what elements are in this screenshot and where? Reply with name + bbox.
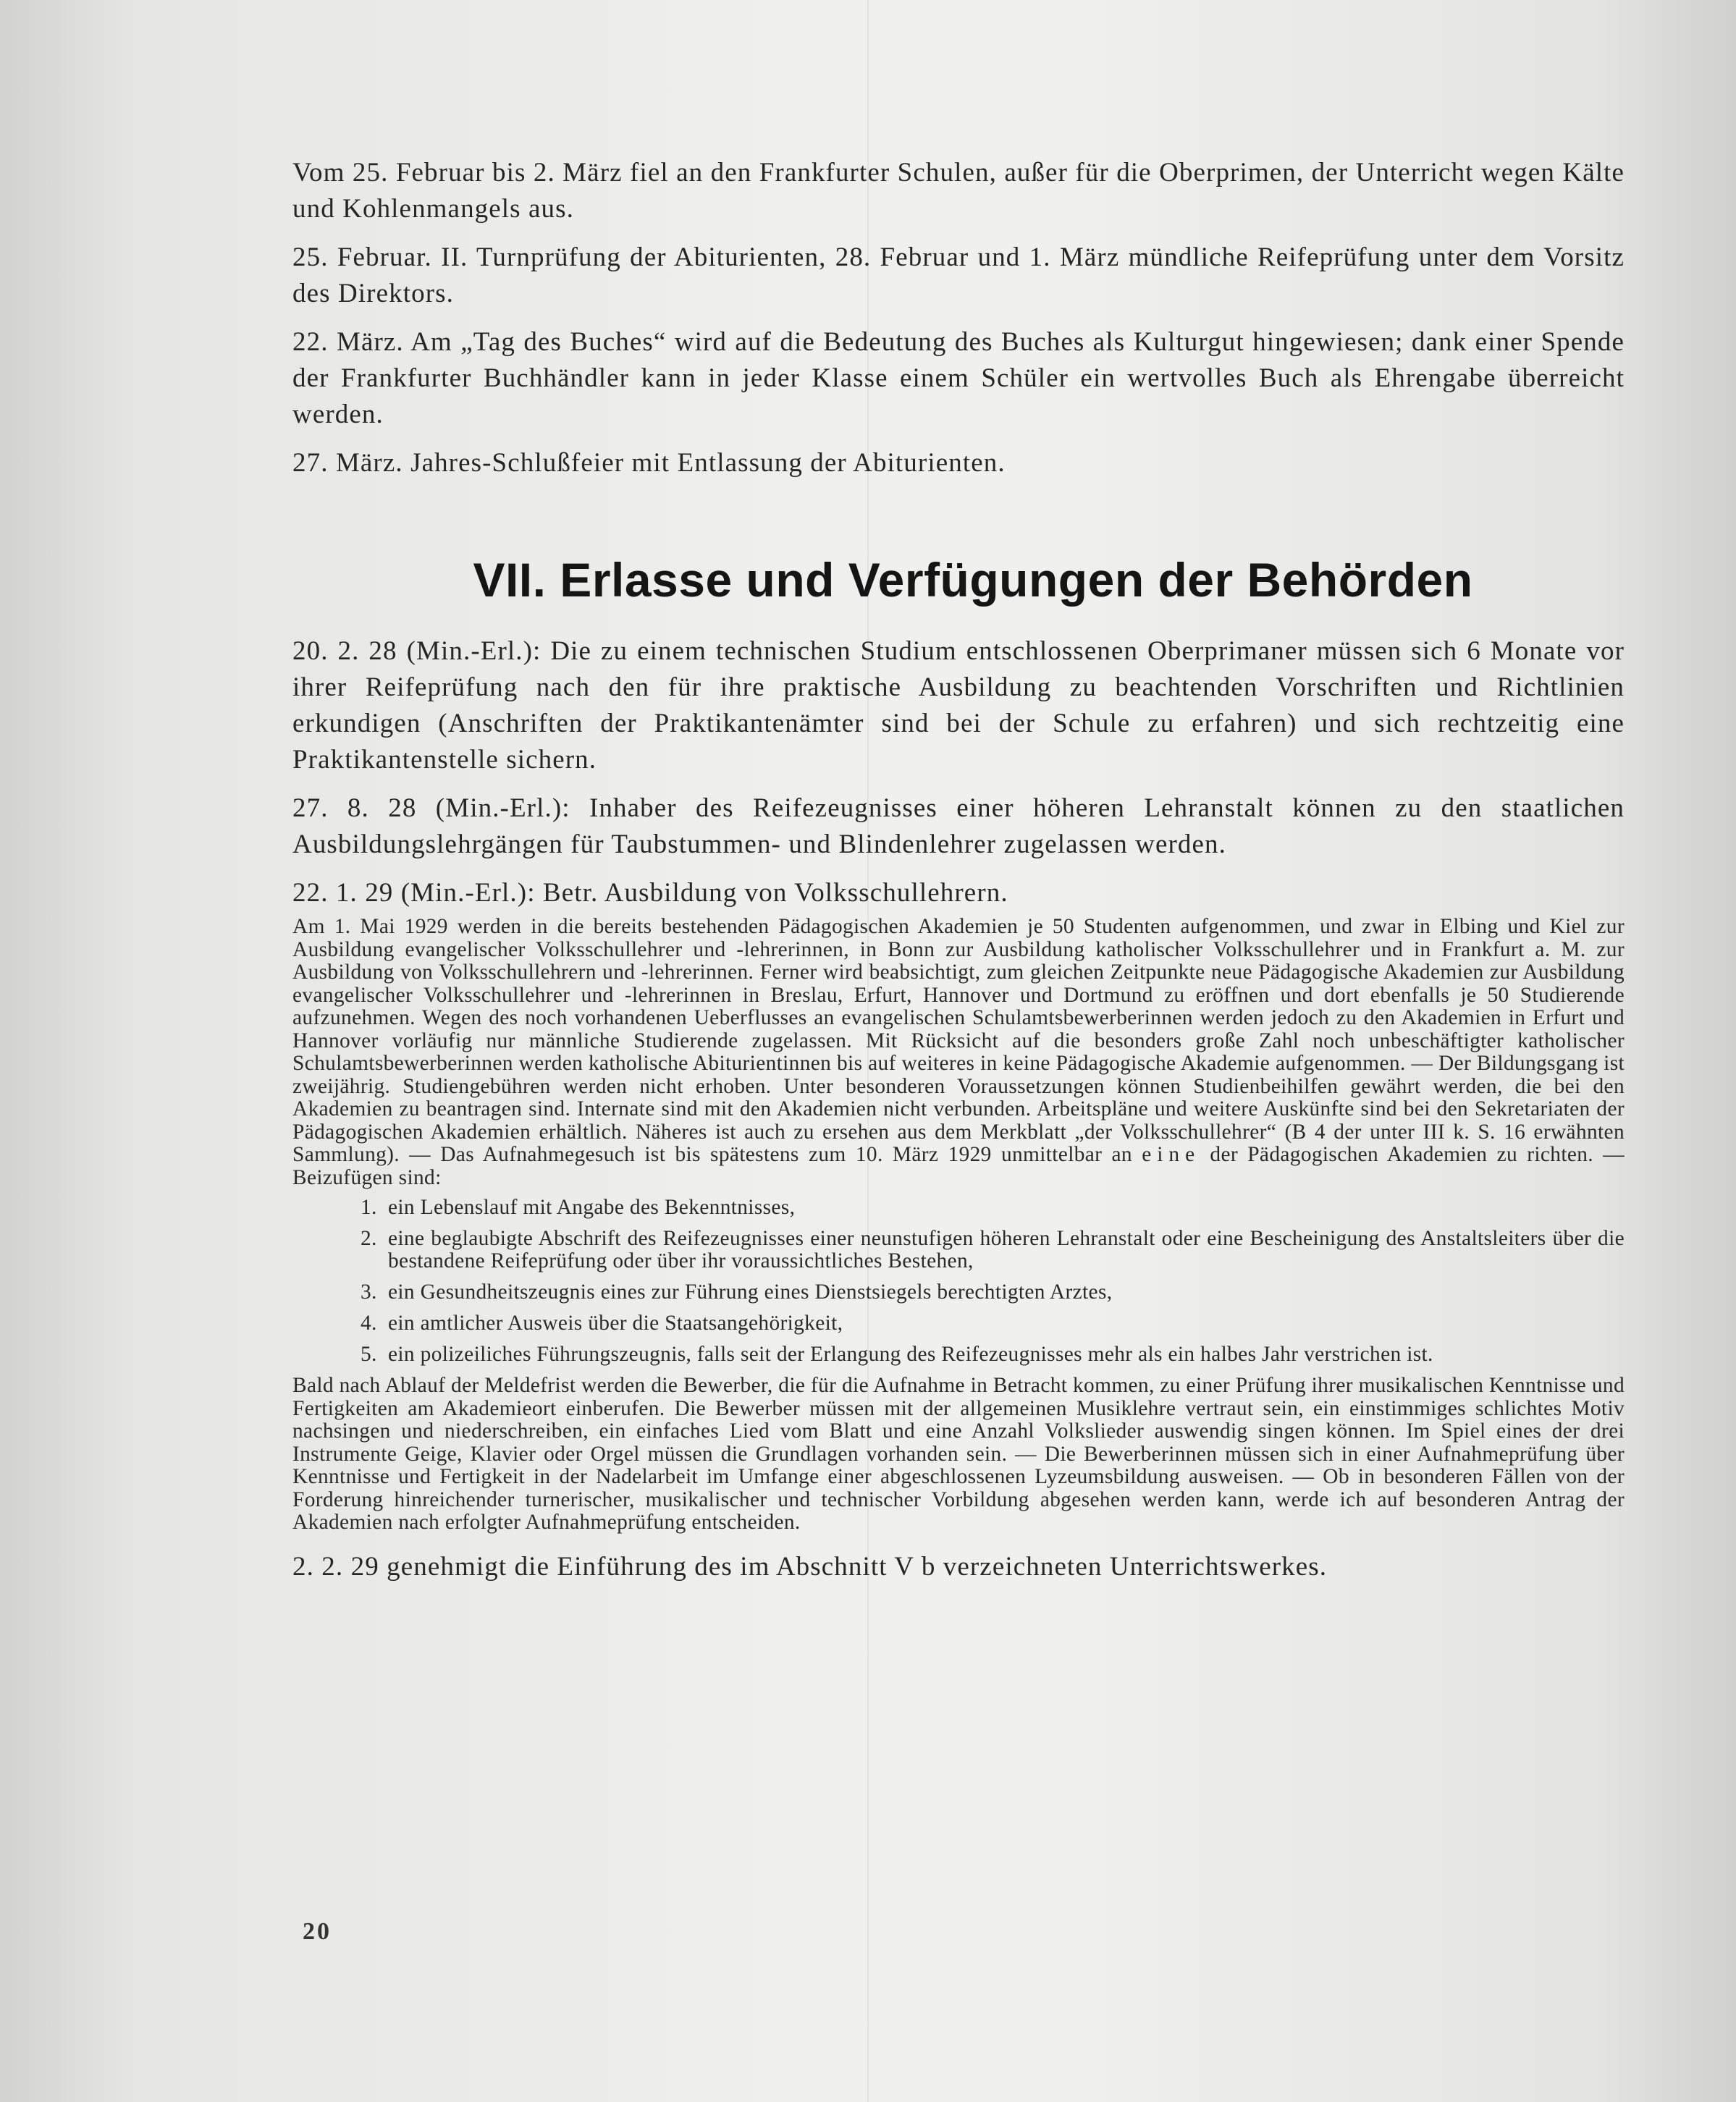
chronicle-paragraph: Vom 25. Februar bis 2. März fiel an den Frankfurter Schulen, außer für die Oberprimen, der Unterricht wegen Kälte und Kohlenmangels aus.: [292, 158, 1625, 224]
list-item: [292, 1343, 1625, 1366]
decree-paragraph: 27. 8. 28 (Min.-Erl.): Inhaber des Reifezeugnisses einer höheren Lehranstalt können zu den staatlichen Ausbildungslehrgängen für Taubstummen- und Blindenlehrer zugelassen werden.: [292, 793, 1625, 859]
chronicle-paragraph: 22. März. Am „Tag des Buches“ wird auf die Bedeutung des Buches als Kulturgut hingewiesen; dank einer Spende der Frankfurter Buchhändler kann in jeder Klasse einem Schüler ein wertvolles Buch als Ehrengabe überreicht werden.: [292, 327, 1625, 429]
list-item: [292, 1312, 1625, 1335]
detail-tail: der Pädagogischen Akademien zu richten. — Beizufügen sind:: [292, 1143, 1625, 1189]
list-item: [292, 1196, 1625, 1219]
list-item-number: 3.: [361, 1280, 377, 1304]
page-number: 20: [303, 1918, 332, 1945]
after-list-text: Bald nach Ablauf der Meldefrist werden die Bewerber, die für die Aufnahme in Betracht kommen, zu einer Prüfung ihrer musikalischen Kenntnisse und Fertigkeiten am Akademieort einberufen. Die Bewerber müssen mit der allgemeinen Musiklehre vertraut sein, ein einstimmiges schlichtes Motiv nachsingen und niederschreiben, ein einfaches Lied vom Blatt und eine Anzahl Volkslieder auswendig singen können. Im Spiel eines der drei Instrumente Geige, Klavier oder Orgel müssen die Grundlagen vorhanden sein. — Die Bewerberinnen müssen sich in einer Aufnahmeprüfung über Kenntnisse und Fertigkeit in der Nadelarbeit im Umfange einer abgeschlossenen Lyzeumsbildung ausweisen. — Ob in besonderen Fällen von der Forderung hinreichender turnerischer, musikalischer und technischer Vorbildung abgesehen werden kann, werde ich auf besonderen Antrag der Akademien nach erfolgter Aufnahmeprüfung entscheiden.: [292, 1374, 1625, 1534]
chronicle-paragraph: 25. Februar. II. Turnprüfung der Abiturienten, 28. Februar und 1. März mündliche Reifeprüfung unter dem Vorsitz des Direktors.: [292, 242, 1625, 308]
list-item-number: 4.: [361, 1312, 377, 1335]
list-item-number: 1.: [361, 1196, 377, 1219]
detail-text: Am 1. Mai 1929 werden in die bereits bestehenden Pädagogischen Akademien je 50 Studenten aufgenommen, und zwar in Elbing und Kiel zur Ausbildung evangelischer Volksschullehrer und -lehrerinnen, in Bonn zur Ausbildung katholischer Volksschullehrer und in Frankfurt a. M. zur Ausbildung von Volksschullehrern und -lehrerinnen. Ferner wird beabsichtigt, zum gleichen Zeitpunkte neue Pädagogische Akademien zur Ausbildung evangelischer Volksschullehrer und -lehrerinnen in Breslau, Erfurt, Hannover und Dortmund zu eröffnen und dort ebenfalls je 50 Studierende aufzunehmen. Wegen des noch vorhandenen Ueberflusses an evangelischen Schulamtsbewerberinnen werden jedoch zu den Akademien in Erfurt und Hannover vorläufig nur männliche Studierende zugelassen. Mit Rücksicht auf die besonders große Zahl noch unbeschäftigter katholischer Schulamtsbewerberinnen werden katholische Abiturientinnen bis auf weiteres in keine Pädagogische Akademie aufgenommen. — Der Bildungsgang ist zweijährig. Studiengebühren werden nicht erhoben. Unter besonderen Voraussetzungen können Studienbeihilfen gewährt werden, die bei den Akademien zu beantragen sind. Internate sind mit den Akademien nicht verbunden. Arbeitspläne und weitere Auskünfte sind bei den Sekretariaten der Pädagogischen Akademien erhältlich. Näheres ist auch zu ersehen aus dem Merkblatt „der Volksschullehrer“ (B 4 der unter III k. S. 16 erwähnten Sammlung). — Das Aufnahmegesuch ist bis spätestens zum 10. März 1929 unmittelbar an: [292, 915, 1625, 1166]
decree-paragraph: 22. 1. 29 (Min.-Erl.): Betr. Ausbildung von Volksschullehrern.: [292, 878, 1008, 908]
list-item-text: ein Lebenslauf mit Angabe des Bekenntnisses,: [388, 1196, 796, 1219]
list-item-number: 5.: [361, 1343, 377, 1366]
final-decree: 2. 2. 29 genehmigt die Einführung des im Abschnitt V b verzeichneten Unterrichtswerkes.: [292, 1551, 1328, 1582]
list-item-text: ein polizeiliches Führungszeugnis, falls seit der Erlangung des Reifezeugnisses mehr als ein halbes Jahr verstrichen ist.: [388, 1343, 1433, 1366]
list-item-text: eine beglaubigte Abschrift des Reifezeugnisses einer neunstufigen höheren Lehranstalt oder eine Bescheinigung des Anstaltsleiters über die bestandene Reifeprüfung oder über ihr voraussichtliches Bestehen,: [388, 1227, 1625, 1272]
decree-detail-text: [292, 916, 1625, 1189]
requirements-list: [292, 1196, 1625, 1366]
list-item: [292, 1228, 1625, 1272]
list-item-text: ein Gesundheitszeugnis eines zur Führung eines Dienstsiegels berechtigten Arztes,: [388, 1280, 1113, 1304]
decree-paragraph: 20. 2. 28 (Min.-Erl.): Die zu einem technischen Studium entschlossenen Oberprimaner müssen sich 6 Monate vor ihrer Reifeprüfung nach den für ihre praktische Ausbildung zu beachtenden Vorschriften und Richtlinien erkundigen (Anschriften der Praktikantenämter sind bei der Schule zu erfahren) und sich rechtzeitig eine Praktikantenstelle sichern.: [292, 636, 1625, 774]
list-item: [292, 1281, 1625, 1304]
section-heading: VII. Erlasse und Verfügungen der Behörden: [473, 553, 1473, 607]
page-content: [292, 155, 1625, 1597]
chronicle-paragraph: 27. März. Jahres-Schlußfeier mit Entlassung der Abiturienten.: [292, 448, 1006, 478]
list-item-text: ein amtlicher Ausweis über die Staatsangehörigkeit,: [388, 1312, 843, 1335]
detail-spaced-word: eine: [1142, 1143, 1201, 1166]
list-item-number: 2.: [361, 1227, 377, 1250]
